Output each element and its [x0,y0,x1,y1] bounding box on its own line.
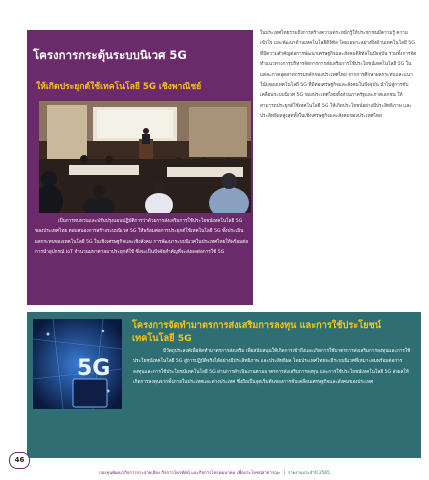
article2-title: โครงการจัดทำมาตรการส่งเสริมการลงทุน และการใช้ประโยชน์เทคโนโลยี 5G [132,320,382,344]
article1-subtitle: ให้เกิดประยุกต์ใช้เทคโนโลยี 5G เชิงพาณิชย์ [36,82,202,92]
footer-report: รายงานประจำปี 2565 [287,471,330,476]
article1-body-right: ในประเทศไทยรวมถึงการสร้างความตระหนักรู้ให้ประชาชนมีความรู้ ความเข้าใจ และพัฒนาด้านเทคโนโลยีดิจิทัล โดยเฉพาะอย่างยิ่งด้านเทคโนโลยี 5G ที่มีความสำคัญต่อการพัฒนาเศรษฐกิจและสังคมดิจิทัลในปัจจุบัน รวมทั้งการจัดทำแนวทางการบริหารจัดการการส่งเสริมการใช้ประโยชน์เทคโนโลยี 5G ในแต่ละภาคอุตสาหกรรมหลักของประเทศไทย จากการศึกษาผลกระทบและแนวโน้มของเทคโนโลยี 5G ที่มีต่อเศรษฐกิจและสังคมในปัจจุบัน นำไปสู่การขับเคลื่อนระบบนิเวศ 5G ของประเทศไทยทั้งส่วนภาครัฐและภาคเอกชน ให้สามารถประยุกต์ใช้เทคโนโลยี 5G ให้เกิดประโยชน์อย่างมีประสิทธิภาพ และประสิทธิผลสูงสุดทั้งในเชิงเศรษฐกิจและสังคมของประเทศไทย [260,31,417,120]
5g-illustration [33,319,122,409]
article1-body-left: เป็นการทบทวนและปรับปรุงแผนปฏิบัติการว่าด้วยการส่งเสริมการใช้ประโยชน์เทคโนโลยี 5G ของประเทศไทย ตอบสนองการสร้างระบบนิเวศ 5G ให้พร้อมต่อการประยุกต์ใช้เทคโนโลยี 5G ทั้งประเมินผลกระทบของเทคโนโลยี 5G ในเชิงเศรษฐกิจและเชิงสังคม การพัฒนาระบบนิเวศในประเทศไทยให้พร้อมต่อการนำอุปกรณ์ IoT จำนวนมหาศาลมาประยุกต์ใช้ ซึ่งจะเป็นปัจจัยสำคัญที่จะส่งผลต่อการใช้ 5G [35,219,249,256]
article2-body: มีวัตถุประสงค์เพื่อจัดทำมาตรการส่งเสริม เพื่อสนับสนุนให้เกิดการเข้าถึงและเกิดการใช้มาตรการส่งเสริมการลงทุนและการใช้ประโยชน์เทคโนโลยี 5G สู่การปฏิบัติจริงได้อย่างมีประสิทธิภาพ และประสิทธิผล โดยประเทศไทยจะมีระบบนิเวศที่เหมาะสมพร้อมต่อการลงทุนและการใช้ประโยชน์เทคโนโลยี 5G ผ่านการดำเนินงานตามมาตรการส่งเสริมการลงทุน และการใช้ประโยชน์เทคโนโลยี 5G ส่งผลให้เกิดการลงทุนจากทั้งภายในประเทศและต่างประเทศ ซึ่งถือเป็นจุดเริ่มต้นของการขับเคลื่อนเศรษฐกิจและสังคมของประเทศ [133,349,411,385]
article1-title: โครงการกระตุ้นระบบนิเวศ 5G [33,48,187,62]
footer [0,469,429,476]
5g-label: 5G [77,356,111,381]
footer-org: กองทุนพัฒนากิจการกระจายเสียง กิจการโทรทัศน์ และกิจการโทรคมนาคม เพื่อประโยชน์สาธารณะ [99,471,281,476]
seminar-photo [39,101,251,213]
page-number: 46 [9,452,30,469]
footer-separator: | [283,471,285,476]
